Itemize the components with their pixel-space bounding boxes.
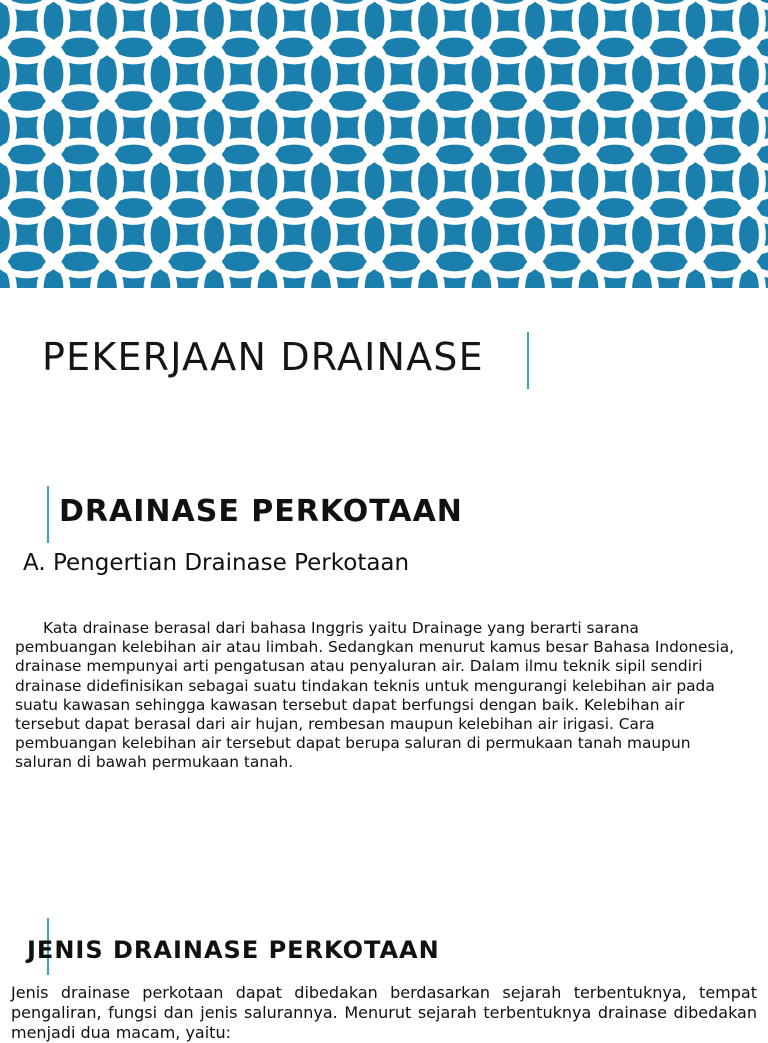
definition-paragraph [15,619,737,773]
title-divider [527,332,529,389]
page-title: PEKERJAAN DRAINASE [42,335,484,379]
section-accent-line [47,486,49,543]
types-paragraph: Jenis drainase perkotaan dapat dibedakan berdasarkan sejarah terbentuknya, tempat pengaliran, fungsi dan jenis salurannya. Menurut sejarah terbentuknya drainase dibedakan menjadi dua macam, yaitu: [11,983,757,1042]
section-subheading: A. Pengertian Drainase Perkotaan [23,550,410,576]
definition-text: Kata drainase berasal dari bahasa Inggris yaitu Drainage yang berarti sarana pembuangan kelebihan air atau limbah. Sedangkan menurut kamus besar Bahasa Indonesia, drainase mempunyai arti pengatusan atau penyaluran air. Dalam ilmu teknik sipil sendiri drainase didefinisikan sebagai suatu tindakan teknis untuk mengurangi kelebihan air pada suatu kawasan sehingga kawasan tersebut dapat berfungsi dengan baik. Kelebihan air tersebut dapat berasal dari air hujan, rembesan maupun kelebihan air irigasi. Cara pembuangan kelebihan air tersebut dapat berupa saluran di permukaan tanah maupun saluran di bawah permukaan tanah. [15,619,735,772]
header-banner [0,0,768,288]
circle-pattern-graphic [0,0,768,288]
section-heading: DRAINASE PERKOTAAN [59,494,463,529]
section-heading: JENIS DRAINASE PERKOTAAN [27,936,440,964]
